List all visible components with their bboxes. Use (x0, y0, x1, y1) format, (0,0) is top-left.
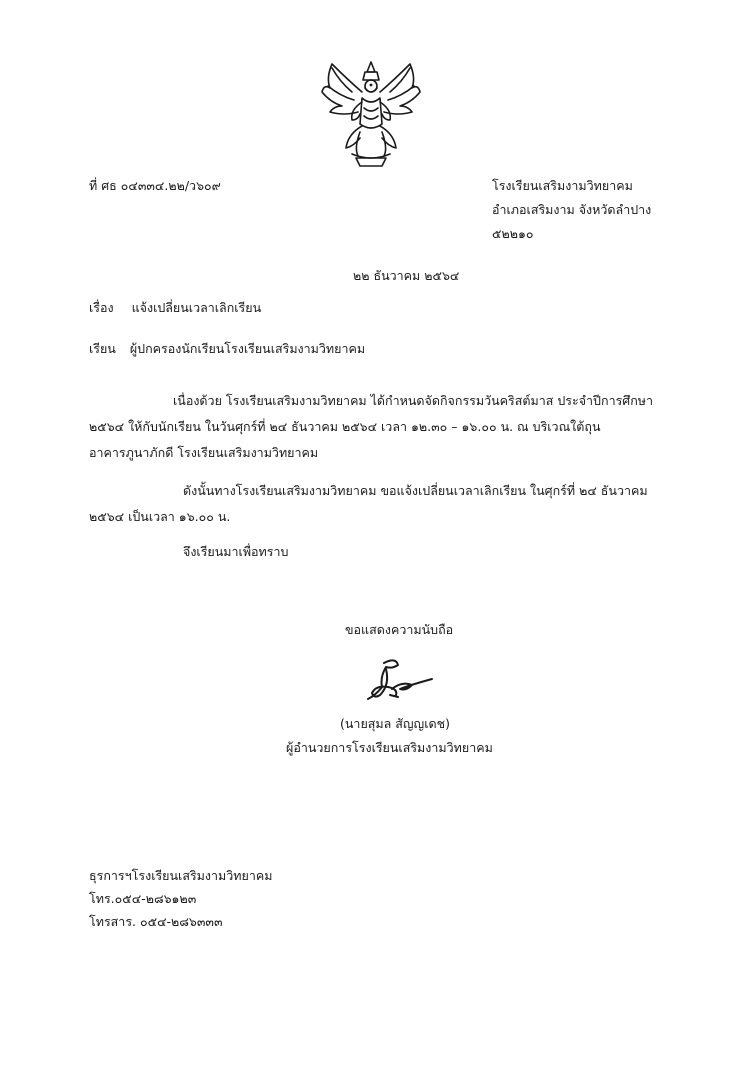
signer-name: (นายสุมล สัญญเดช) (340, 716, 450, 731)
paragraph-1-line: เนื่องด้วย โรงเรียนเสริมงามวิทยาคม ได้กำหนดจัดกิจกรรมวันคริสต์มาส ประจำปีการศึกษา (173, 393, 654, 408)
body-paragraph-1 (89, 388, 683, 466)
subject-text: แจ้งเปลี่ยนเวลาเลิกเรียน (131, 300, 262, 315)
recipient-line (89, 341, 365, 357)
footer-fax: โทรสาร. ๐๕๔-๒๘๖๓๓๓ (89, 914, 223, 929)
school-district-province: อำเภอเสริมงาม จังหวัดลำปาง (492, 202, 652, 217)
school-name: โรงเรียนเสริมงามวิทยาคม (492, 178, 633, 193)
reference-number: ที่ ศธ ๐๔๓๓๔.๒๒/ว๖๐๙ (89, 178, 221, 193)
recipient-label: เรียน (89, 341, 116, 356)
signer-title: ผู้อำนวยการโรงเรียนเสริมงามวิทยาคม (286, 740, 493, 755)
subject-label: เรื่อง (89, 300, 114, 315)
regards-text: ขอแสดงความนับถือ (345, 622, 454, 637)
school-postal-code: ๕๒๒๑๐ (492, 226, 534, 241)
paragraph-1-line: อาคารภูนาภักดี โรงเรียนเสริมงามวิทยาคม (89, 445, 319, 460)
paragraph-2-line: ดังนั้นทางโรงเรียนเสริมงามวิทยาคม ขอแจ้งเปลี่ยนเวลาเลิกเรียน ในศุกร์ที่ ๒๔ ธันวาคม (183, 483, 648, 498)
closing-line: จึงเรียนมาเพื่อทราบ (183, 544, 289, 559)
recipient-text: ผู้ปกครองนักเรียนโรงเรียนเสริมงามวิทยาคม (129, 341, 366, 356)
paragraph-2-line: ๒๕๖๔ เป็นเวลา ๑๖.๐๐ น. (89, 509, 231, 524)
footer-office: ธุรการฯโรงเรียนเสริมงามวิทยาคม (89, 868, 273, 883)
subject-line (89, 300, 261, 316)
signature-icon (362, 655, 436, 707)
garuda-emblem-icon (318, 58, 424, 170)
footer-phone: โทร.๐๕๔-๒๘๖๑๒๓ (89, 891, 197, 906)
paragraph-1-line: ๒๕๖๔ ให้กับนักเรียน ในวันศุกร์ที่ ๒๔ ธันวาคม ๒๕๖๔ เวลา ๑๒.๓๐ – ๑๖.๐๐ น. ณ บริเวณใต้ถุน (89, 419, 601, 434)
body-paragraph-2 (89, 478, 683, 530)
letter-date: ๒๒ ธันวาคม ๒๕๖๔ (353, 268, 460, 283)
